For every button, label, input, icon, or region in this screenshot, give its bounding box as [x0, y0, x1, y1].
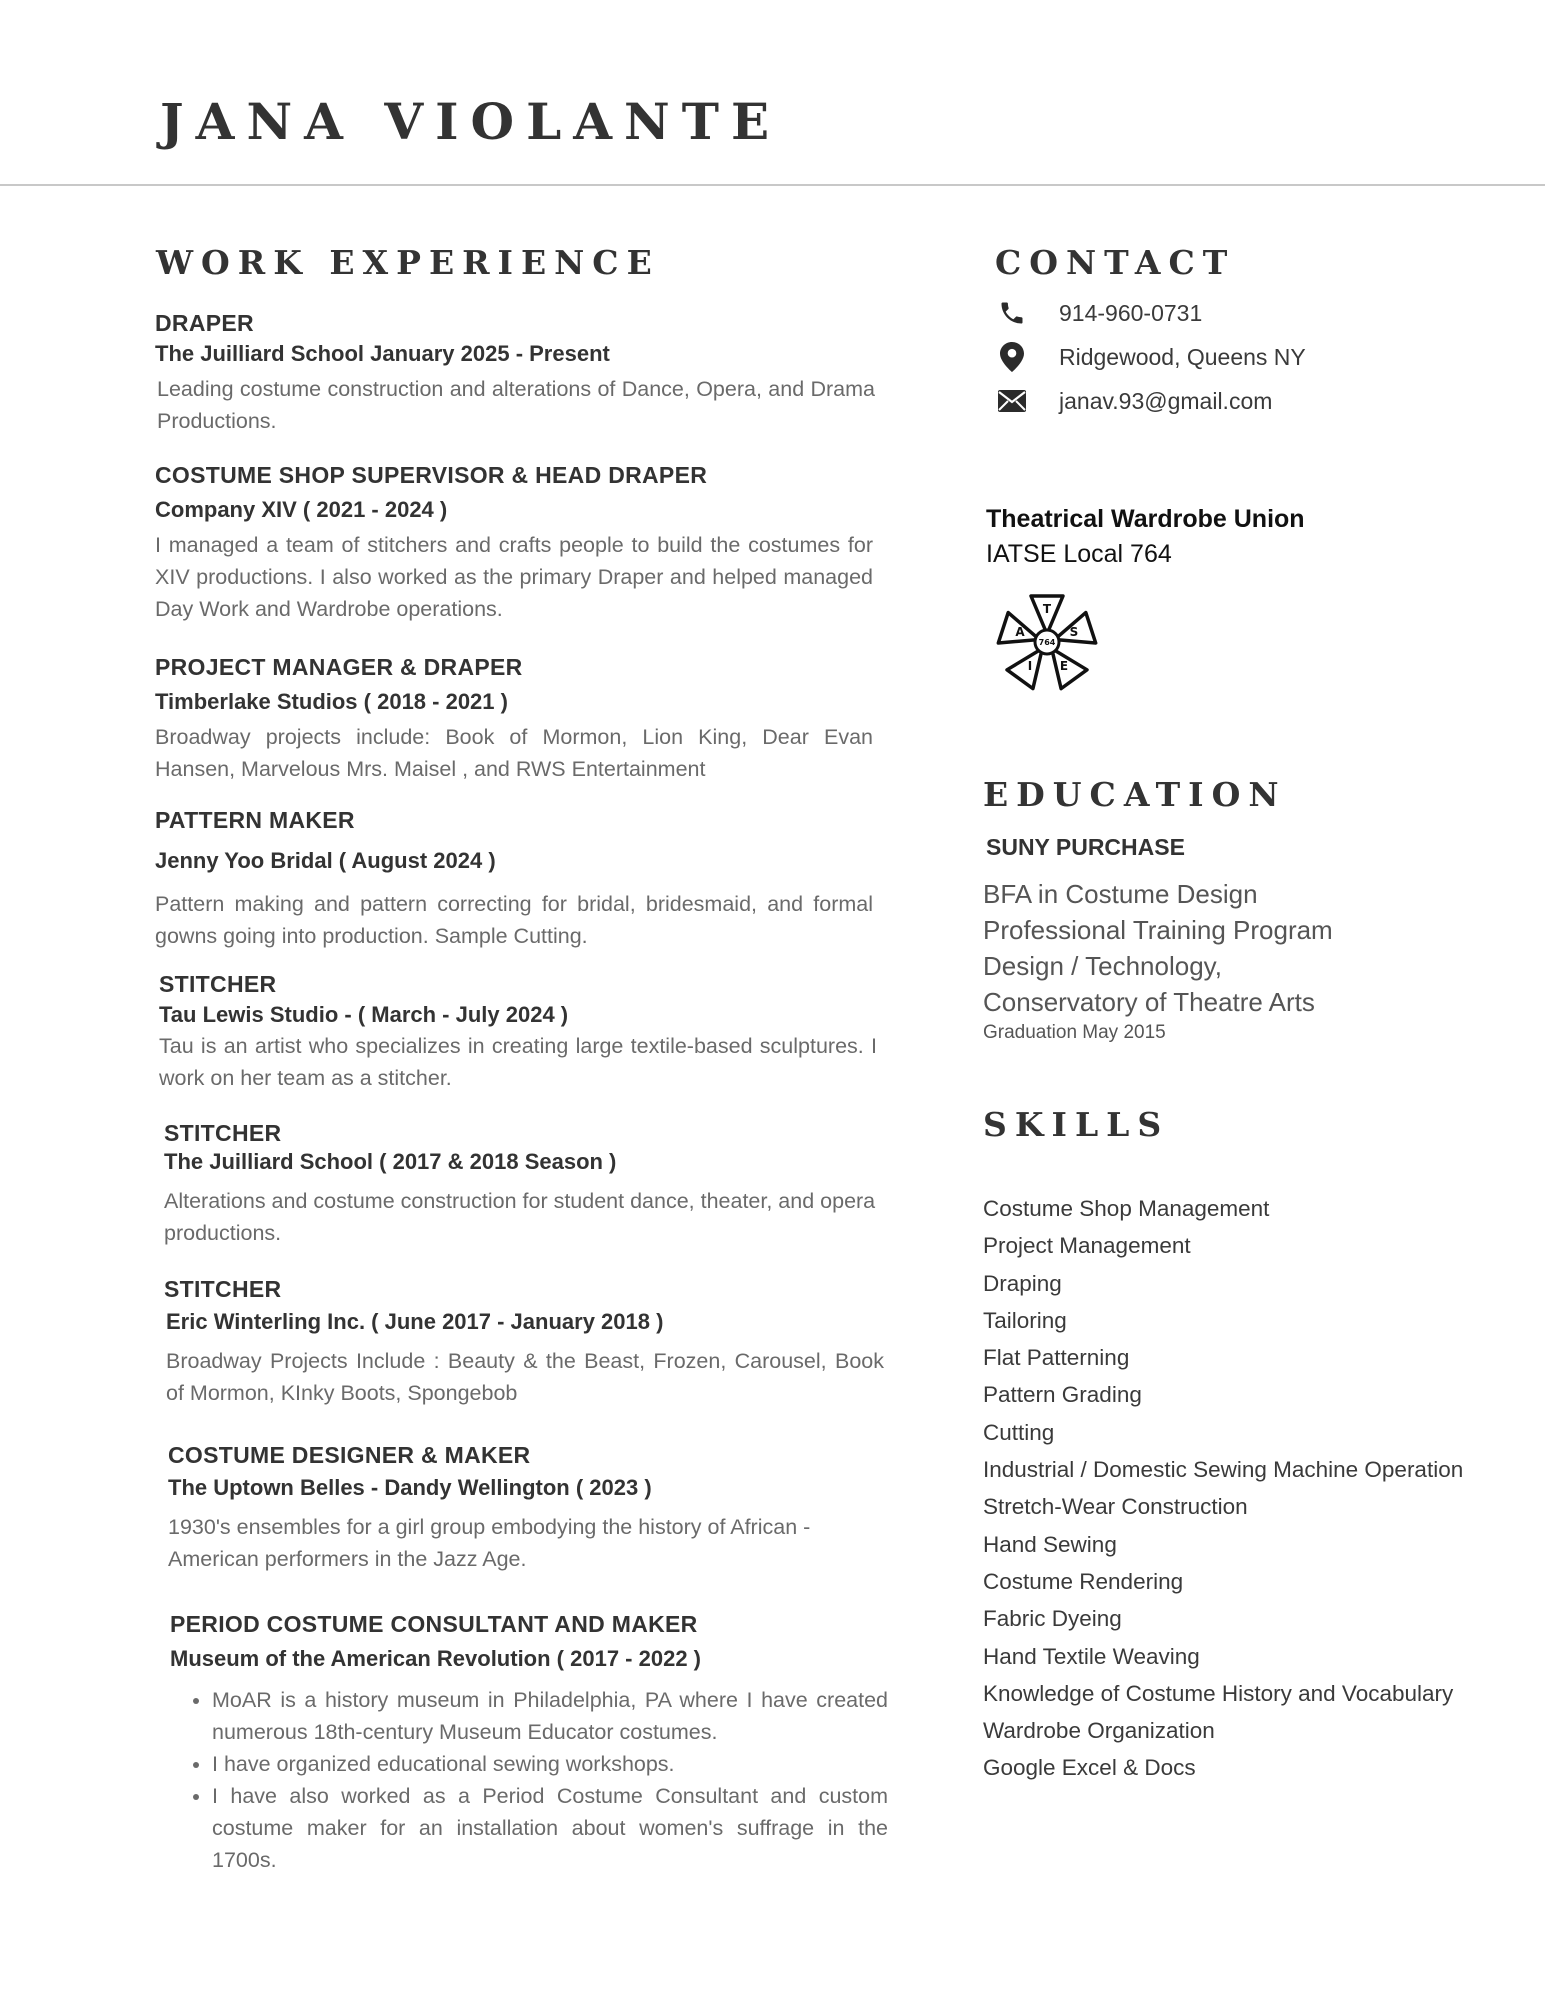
svg-text:E: E — [1059, 659, 1069, 673]
job-bullet: • I have also worked as a Period Costume Consultant and custom costume maker for an installation about women's suffrage in the 1700s. — [212, 1780, 888, 1876]
job-description: Tau is an artist who specializes in creating large textile-based sculptures. I work on her team as a stitcher. — [159, 1034, 877, 1090]
graduation-date: Graduation May 2015 — [983, 1022, 1166, 1043]
education-line: Professional Training Program — [983, 915, 1333, 945]
skill-item: Draping — [983, 1270, 1062, 1296]
job-description: Leading costume construction and alterations of Dance, Opera, and Drama Productions. — [157, 377, 875, 433]
job-description: Pattern making and pattern correcting for bridal, bridesmaid, and formal gowns going into production. Sample Cutting. — [155, 892, 873, 948]
job-description: Broadway Projects Include : Beauty & the Beast, Frozen, Carousel, Book of Mormon, KInky Boots, Spongebob — [166, 1349, 884, 1405]
union-local: IATSE Local 764 — [986, 540, 1172, 568]
job-description: I managed a team of stitchers and crafts people to build the costumes for XIV productions. I also worked as the primary Draper and helped managed Day Work and Wardrobe operations. — [155, 533, 873, 621]
education-heading: EDUCATION — [983, 775, 1287, 814]
skill-item: Tailoring — [983, 1307, 1067, 1333]
job-organization: Timberlake Studios ( 2018 - 2021 ) — [155, 689, 508, 714]
iatse-logo — [995, 590, 1099, 699]
skill-item: Stretch-Wear Construction — [983, 1494, 1248, 1520]
work-experience-heading: WORK EXPERIENCE — [156, 243, 660, 282]
job-title: STITCHER — [159, 971, 277, 997]
phone-number: 914-960-0731 — [1059, 299, 1203, 326]
contact-phone — [995, 298, 1202, 328]
job-entry — [164, 1120, 882, 1249]
phone-icon — [995, 298, 1029, 328]
skills-list — [983, 1190, 1463, 1787]
education-school: SUNY PURCHASE — [986, 834, 1185, 860]
svg-text:A: A — [1015, 625, 1025, 639]
skills-heading: SKILLS — [983, 1105, 1170, 1144]
job-title: STITCHER — [164, 1276, 282, 1302]
job-title: DRAPER — [155, 310, 254, 336]
job-organization: The Juilliard School ( 2017 & 2018 Season ) — [164, 1149, 617, 1174]
job-title: PROJECT MANAGER & DRAPER — [155, 654, 523, 680]
contact-location — [995, 342, 1306, 372]
job-description: 1930's ensembles for a girl group embodying the history of African - American performers in the Jazz Age. — [168, 1515, 811, 1571]
contact-heading: CONTACT — [995, 243, 1236, 282]
svg-text:S: S — [1069, 625, 1079, 639]
location-text: Ridgewood, Queens NY — [1059, 343, 1306, 370]
skill-item: Hand Textile Weaving — [983, 1643, 1200, 1669]
skill-item: Wardrobe Organization — [983, 1718, 1215, 1744]
job-entry — [155, 807, 873, 952]
skill-item: Fabric Dyeing — [983, 1606, 1122, 1632]
job-entry — [170, 1611, 888, 1876]
map-pin-icon — [995, 342, 1029, 372]
job-bullet: • I have organized educational sewing workshops. — [212, 1748, 888, 1780]
skill-item: Knowledge of Costume History and Vocabulary — [983, 1680, 1454, 1706]
job-title: STITCHER — [164, 1120, 282, 1146]
education-details — [983, 876, 1333, 1020]
envelope-icon — [995, 386, 1029, 416]
job-bullet: • MoAR is a history museum in Philadelphia, PA where I have created numerous 18th-century Museum Educator costumes. — [212, 1684, 888, 1748]
job-entry — [155, 654, 873, 785]
contact-email — [995, 386, 1272, 416]
logo-number: 764 — [1038, 638, 1056, 647]
skill-item: Hand Sewing — [983, 1531, 1117, 1557]
skill-item: Google Excel & Docs — [983, 1755, 1196, 1781]
job-organization: Museum of the American Revolution ( 2017 - 2022 ) — [170, 1646, 701, 1671]
svg-text:I: I — [1027, 659, 1033, 673]
job-entry — [168, 1442, 884, 1575]
job-description: Alterations and costume construction for student dance, theater, and opera productions. — [164, 1189, 876, 1245]
skill-item: Costume Shop Management — [983, 1196, 1270, 1221]
job-bullet-list — [170, 1684, 888, 1876]
union-name: Theatrical Wardrobe Union — [986, 505, 1305, 533]
job-title: COSTUME SHOP SUPERVISOR & HEAD DRAPER — [155, 462, 708, 488]
job-organization: Jenny Yoo Bridal ( August 2024 ) — [155, 848, 496, 873]
education-line: Conservatory of Theatre Arts — [983, 987, 1315, 1017]
job-organization: Company XIV ( 2021 - 2024 ) — [155, 497, 448, 522]
job-entry — [155, 462, 873, 625]
skill-item: Flat Patterning — [983, 1345, 1130, 1371]
skill-item: Costume Rendering — [983, 1568, 1184, 1594]
job-organization: The Juilliard School January 2025 - Present — [155, 341, 610, 366]
job-title: COSTUME DESIGNER & MAKER — [168, 1442, 531, 1468]
job-title: PERIOD COSTUME CONSULTANT AND MAKER — [170, 1611, 698, 1637]
job-organization: Tau Lewis Studio - ( March - July 2024 ) — [159, 1002, 569, 1027]
skill-item: Cutting — [983, 1419, 1055, 1445]
job-organization: The Uptown Belles - Dandy Wellington ( 2023 ) — [168, 1475, 652, 1500]
job-description: Broadway projects include: Book of Mormon, Lion King, Dear Evan Hansen, Marvelous Mrs. Maisel , and RWS Entertainment — [155, 725, 873, 781]
job-organization: Eric Winterling Inc. ( June 2017 - January 2018 ) — [166, 1309, 664, 1334]
svg-text:T: T — [1042, 602, 1052, 616]
email-text: janav.93@gmail.com — [1059, 387, 1273, 414]
skill-item: Industrial / Domestic Sewing Machine Operation — [983, 1457, 1464, 1483]
header-divider — [0, 184, 1545, 186]
job-title: PATTERN MAKER — [155, 807, 355, 833]
skill-item: Project Management — [983, 1233, 1191, 1259]
resume-name: JANA VIOLANTE — [160, 92, 782, 151]
job-entry — [164, 1276, 884, 1409]
skill-item: Pattern Grading — [983, 1382, 1142, 1408]
education-line: BFA in Costume Design — [983, 879, 1258, 909]
job-entry — [159, 971, 877, 1094]
education-line: Design / Technology, — [983, 951, 1222, 981]
job-entry — [155, 310, 875, 437]
